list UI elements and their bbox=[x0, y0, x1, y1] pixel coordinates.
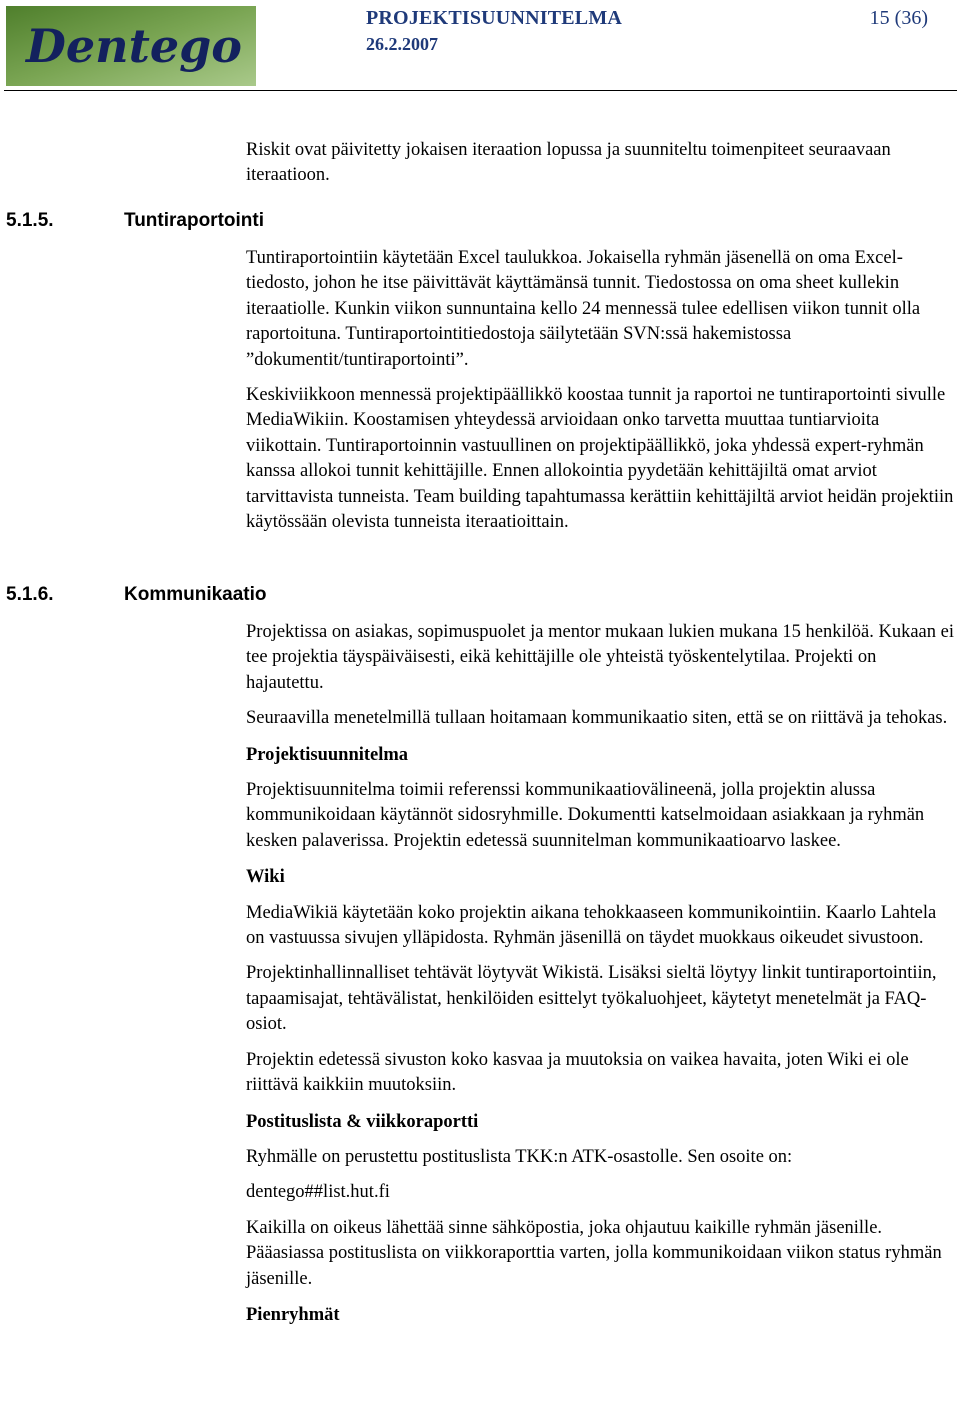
paragraph: Projektin edetessä sivuston koko kasvaa ja muutoksia on vaikea havaita, joten Wiki ei ole riittävä kaikkiin muutoksiin. bbox=[246, 1049, 909, 1096]
paragraph: Ryhmälle on perustettu postituslista TKK:n ATK-osastolle. Sen osoite on: bbox=[246, 1146, 793, 1167]
kommunikaatio-body bbox=[246, 620, 956, 1328]
subheading-postituslista: Postituslista & viikkoraportti bbox=[246, 1111, 479, 1132]
mailing-list-address: dentego##list.hut.fi bbox=[246, 1182, 390, 1203]
section-heading-kommunikaatio bbox=[6, 584, 267, 606]
dentego-logo bbox=[6, 6, 256, 86]
paragraph: MediaWikiä käytetään koko projektin aikana tehokkaaseen kommunikointiin. Kaarlo Lahtela on vastuussa sivujen ylläpidosta. Ryhmän jäsenillä on täydet muokkaus oikeudet sivustoon. bbox=[246, 902, 937, 949]
header-divider bbox=[4, 90, 957, 91]
intro-paragraph: Riskit ovat päivitetty jokaisen iteraation lopussa ja suunniteltu toimenpiteet seuraavaan iteraatioon. bbox=[246, 140, 891, 186]
paragraph: Projektinhallinnalliset tehtävät löytyvät Wikistä. Lisäksi sieltä löytyy linkit tuntiraportointiin, tapaamisajat, tehtävälistat, henkilöiden esittelyt työkaluohjeet, käytetyt menetelmät ja FAQ-osiot. bbox=[246, 963, 937, 1035]
paragraph: Keskiviikkoon mennessä projektipäällikkö koostaa tunnit ja raportoi ne tuntiraportointi sivulle MediaWikiin. Koostamisen yhteydessä arvioidaan onko tarvetta muuttaa tuntiarvioita viikottain. Tuntiraportoinnin vastuullinen on projektipäällikkö, joka yhdessä expert-ryhmän kanssa allokoi tunnit kehittäjille. Ennen allokointia pyydetään kehittäjiltä omat arviot tarvittavista tunneista. Team building tapahtumassa kerättiin kehittäjiltä arviot heidän projektiin käytössään olevista tunneista iteraatioittain. bbox=[246, 385, 954, 533]
svg-text:Dentego: Dentego bbox=[26, 19, 242, 73]
document-date: 26.2.2007 bbox=[366, 34, 438, 54]
document-title: PROJEKTISUUNNITELMA bbox=[366, 7, 623, 29]
section-heading-tuntiraportointi bbox=[6, 210, 264, 232]
section-number: 5.1.5. bbox=[6, 210, 54, 231]
section-title: Kommunikaatio bbox=[124, 584, 267, 605]
tuntiraportointi-body bbox=[246, 246, 956, 535]
paragraph: Seuraavilla menetelmillä tullaan hoitamaan kommunikaatio siten, että se on riittävä ja tehokas. bbox=[246, 708, 948, 729]
subheading-projektisuunnitelma: Projektisuunnitelma bbox=[246, 744, 409, 765]
subheading-pienryhmat: Pienryhmät bbox=[246, 1304, 340, 1325]
paragraph: Kaikilla on oikeus lähettää sinne sähköpostia, joka ohjautuu kaikille ryhmän jäsenille. Pääasiassa postituslista on viikkoraporttia varten, jolla kommunikoidaan viikon status ryhmän jäsenille. bbox=[246, 1217, 942, 1289]
section-title: Tuntiraportointi bbox=[124, 210, 265, 231]
section-number: 5.1.6. bbox=[6, 584, 54, 605]
page-number: 15 (36) bbox=[869, 7, 928, 29]
subheading-wiki: Wiki bbox=[246, 867, 285, 888]
paragraph: Tuntiraportointiin käytetään Excel taulukkoa. Jokaisella ryhmän jäsenellä on oma Excel-tiedosto, johon he itse päivittävät käyttämänsä tunnit. Tiedostossa on oma sheet kullekin iteraatiolle. Kunkin viikon sunnuntaina kello 24 mennessä tulee edellisen viikon tunnit olla raportoituna. Tuntiraportointitiedostoja säilytetään SVN:ssä hakemistossa ”dokumentit/tuntiraportointi”. bbox=[246, 248, 921, 370]
paragraph: Projektisuunnitelma toimii referenssi kommunikaatiovälineenä, jolla projektin alussa kommunikoidaan käytännöt sidosryhmille. Dokumentti katselmoidaan asiakkaan ja ryhmän kesken palaverissa. Projektin edetessä suunnitelman kommunikaatioarvo laskee. bbox=[246, 780, 925, 851]
paragraph: Projektissa on asiakas, sopimuspuolet ja mentor mukaan lukien mukana 15 henkilöä. Kukaan ei tee projektia täyspäiväisesti, eikä kehittäjille ole yhteistä työskentelytilaa. Projekti on hajautettu. bbox=[246, 622, 954, 693]
